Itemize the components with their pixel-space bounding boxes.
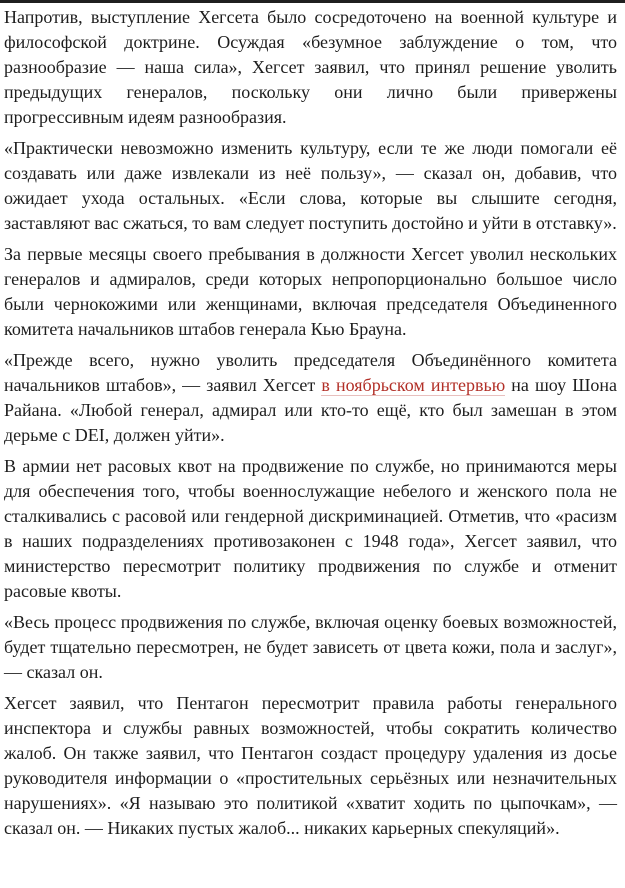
november-interview-link[interactable]: в ноябрьском интервью — [321, 375, 506, 395]
paragraph-1: Напротив, выступление Хегсета было сосредоточено на военной культуре и философской доктрине. Осуждая «безумное заблуждение о том, что разнообразие — наша сила», Хегсет заявил, что принял решение уволить предыдущих генералов, поскольку они лично были привержены прогрессивным идеям разнообразия. — [4, 7, 617, 127]
paragraph-4-text-before: «Прежде всего, нужно уволить председателя Объединённого комитета начальников штабов», — заявил Хегсет — [4, 350, 617, 395]
paragraph-7: Хегсет заявил, что Пентагон пересмотрит правила работы генерального инспектора и службы равных возможностей, чтобы сократить количество жалоб. Он также заявил, что Пентагон создаст процедуру удаления из досье руководителя информации о «простительных серьёзных или незначительных нарушениях». «Я называю это политикой «хватит ходить по цыпочкам», — сказал он. — Никаких пустых жалоб... никаких карьерных спекуляций». — [4, 693, 617, 838]
paragraph-5: В армии нет расовых квот на продвижение по службе, но принимаются меры для обеспечения того, чтобы военнослужащие небелого и женского пола не сталкивались с расовой или гендерной дискриминацией. Отметив, что «расизм в наших подразделениях противозаконен с 1948 года», Хегсет заявил, что министерство пересмотрит политику продвижения по службе и отменит расовые квоты. — [4, 456, 617, 601]
article-body — [0, 3, 625, 841]
paragraph-4-text-after: на шоу Шона Райана. «Любой генерал, адмирал или кто-то ещё, кто был замешан в этом дерьме с DEI, должен уйти». — [4, 375, 617, 445]
paragraph-3: За первые месяцы своего пребывания в должности Хегсет уволил нескольких генералов и адмиралов, среди которых непропорционально большое число были чернокожими или женщинами, включая председателя Объединенного комитета начальников штабов генерала Кью Брауна. — [4, 244, 617, 339]
paragraph-4 — [4, 348, 617, 448]
paragraph-6: «Весь процесс продвижения по службе, включая оценку боевых возможностей, будет тщательно пересмотрен, не будет зависеть от цвета кожи, пола и заслуг», — сказал он. — [4, 612, 617, 682]
paragraph-2: «Практически невозможно изменить культуру, если те же люди помогали её создавать или даже извлекали из неё пользу», — сказал он, добавив, что ожидает ухода остальных. «Если слова, которые вы слышите сегодня, заставляют вас сжаться, то вам следует поступить достойно и уйти в отставку». — [4, 138, 617, 233]
